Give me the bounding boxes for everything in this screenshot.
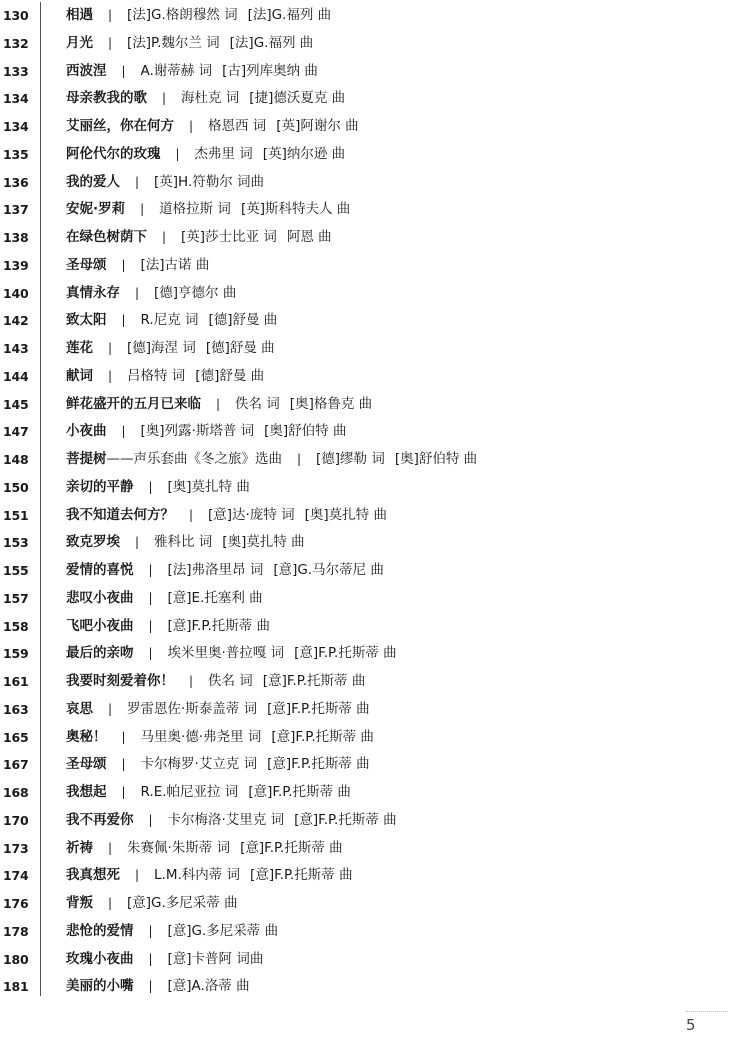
entry-title <box>66 141 345 169</box>
credits <box>208 118 359 134</box>
credits <box>127 895 238 911</box>
entry-title <box>66 696 370 724</box>
entry-page-number: 143 <box>3 341 29 356</box>
credits <box>208 507 387 523</box>
song-title: 圣母颂 <box>66 756 107 773</box>
entry-page-number: 150 <box>3 479 29 495</box>
entry-page-number: 158 <box>3 618 29 634</box>
entry-title <box>66 640 397 668</box>
separator: | <box>107 840 113 855</box>
lyricist-credit: R.E.帕尼亚拉 词 <box>140 784 239 800</box>
credits <box>168 590 263 606</box>
entry-page-number: 134 <box>3 91 29 107</box>
entry-title <box>66 557 384 585</box>
separator: | <box>121 785 126 799</box>
song-title: 我不再爱你 <box>66 811 134 828</box>
credits <box>208 673 365 689</box>
credits <box>181 90 345 106</box>
composer-credit: [意]F.P.托斯蒂 曲 <box>294 645 397 662</box>
lyricist-credit: 格恩西 词 <box>208 118 267 134</box>
song-title: 我的爱人 <box>66 173 120 190</box>
entry-page-number: 144 <box>3 368 29 384</box>
song-title: 圣母颂 <box>66 256 107 273</box>
song-title: 小夜曲 <box>66 423 107 440</box>
separator: | <box>175 146 180 161</box>
separator: | <box>215 396 221 411</box>
separator: | <box>296 452 302 466</box>
entry-title <box>66 280 236 308</box>
entry-title <box>66 585 263 613</box>
song-title: 爱情的喜悦 <box>66 562 134 578</box>
entry-page-number: 140 <box>3 285 29 301</box>
lyricist-credit: [法]P.魏尔兰 词 <box>127 34 220 51</box>
separator: | <box>148 923 153 938</box>
composer-credit: [意]F.P.托斯蒂 曲 <box>267 756 370 773</box>
song-title: 我真想死 <box>66 867 120 884</box>
separator: | <box>121 63 126 78</box>
song-title: 玫瑰小夜曲 <box>66 950 134 967</box>
song-title: 悲怆的爱情 <box>66 922 134 939</box>
credits <box>141 423 347 439</box>
composer-credit: [意]F.P.托斯蒂 曲 <box>250 867 353 884</box>
entry-page-number: 163 <box>3 701 29 717</box>
separator: | <box>188 674 194 688</box>
lyricist-credit: 雅科比 词 <box>154 534 213 551</box>
separator: | <box>148 979 153 994</box>
credits <box>159 201 350 217</box>
song-title: 我不知道去何方？ <box>66 506 174 523</box>
entry-page-number: 142 <box>3 313 29 329</box>
credits <box>154 534 305 550</box>
song-title: 安妮·罗莉 <box>66 201 126 218</box>
entry-title <box>66 946 263 974</box>
credits <box>127 340 275 356</box>
entry-page-number: 130 <box>3 8 29 23</box>
entry-title <box>66 779 351 807</box>
lyricist-credit: [意]达·庞特 词 <box>208 506 295 523</box>
composer-credit: [英]阿谢尔 曲 <box>276 118 359 134</box>
entry-title <box>66 418 346 446</box>
entry-title <box>66 335 275 363</box>
composer-credit: [英]斯科特夫人 曲 <box>240 201 351 218</box>
separator: | <box>161 91 167 106</box>
credits <box>127 368 264 384</box>
credits <box>154 174 264 190</box>
entry-title <box>66 973 250 1001</box>
separator: | <box>134 535 140 550</box>
entry-page-number: 161 <box>3 674 29 689</box>
entry-title <box>66 918 278 946</box>
entry-title <box>66 862 353 890</box>
credits <box>235 396 372 412</box>
entry-page-number: 132 <box>3 35 29 51</box>
composer-credit: [奥]舒伯特 曲 <box>264 423 347 440</box>
lyricist-credit: [法]弗洛里昂 词 <box>167 562 264 578</box>
separator: | <box>140 202 145 217</box>
separator: | <box>121 313 126 328</box>
vertical-divider <box>40 2 41 996</box>
entry-title <box>66 751 370 779</box>
lyricist-credit: [意]G.多尼采蒂 曲 <box>167 922 279 939</box>
credits <box>168 951 264 967</box>
separator: | <box>107 701 113 716</box>
entry-page-number: 139 <box>3 257 29 273</box>
entry-page-number: 135 <box>3 146 29 162</box>
entry-page-number: 151 <box>3 507 29 523</box>
separator: | <box>121 424 126 439</box>
composer-credit: [古]列库奥纳 曲 <box>222 62 318 79</box>
composer-credit: [意]F.P.托斯蒂 曲 <box>267 700 370 717</box>
credits <box>168 479 250 495</box>
lyricist-credit: 埃米里奥·普拉嘎 词 <box>167 645 285 662</box>
entry-page-number: 170 <box>3 812 29 828</box>
lyricist-credit: 杰弗里 词 <box>194 145 253 162</box>
entry-page-number: 159 <box>3 646 29 662</box>
entry-page-number: 145 <box>3 396 29 412</box>
lyricist-credit: [德]海涅 词 <box>127 340 196 356</box>
entry-page-number: 153 <box>3 535 29 551</box>
song-title: 真情永存 <box>66 284 120 301</box>
entry-title <box>66 363 264 391</box>
entry-title <box>66 890 238 918</box>
song-title: 致太阳 <box>66 312 107 329</box>
entry-title <box>66 613 270 641</box>
composer-credit: [奥]莫扎特 曲 <box>222 534 305 551</box>
separator: | <box>148 563 153 577</box>
separator: | <box>148 479 153 494</box>
lyricist-credit: [英]H.符勒尔 词曲 <box>154 173 265 190</box>
composer-credit: [德]舒曼 曲 <box>208 312 278 329</box>
entry-title <box>66 113 359 141</box>
credits <box>141 257 210 273</box>
entry-page-number: 148 <box>3 452 29 467</box>
entry-title <box>66 2 331 30</box>
entry-title <box>66 252 209 280</box>
lyricist-credit: [法]G.格朗穆然 词 <box>127 7 238 23</box>
song-title: 鲜花盛开的五月已来临 <box>66 395 201 412</box>
song-title: 奥秘！ <box>66 728 107 745</box>
credits <box>127 35 313 51</box>
song-title: 我想起 <box>66 784 107 800</box>
page-number: 5 <box>686 1016 696 1034</box>
separator: | <box>121 729 126 744</box>
entry-title <box>66 391 372 419</box>
entry-page-number: 165 <box>3 729 29 745</box>
entry-page-number: 174 <box>3 868 29 884</box>
credits <box>141 63 318 79</box>
lyricist-credit: [法]古诺 曲 <box>140 256 210 273</box>
lyricist-credit: R.尼克 词 <box>140 312 199 329</box>
entry-page-number: 134 <box>3 119 29 134</box>
credits <box>141 756 370 772</box>
entry-page-number: 136 <box>3 174 29 190</box>
entry-page-number: 168 <box>3 785 29 800</box>
lyricist-credit: 道格拉斯 词 <box>159 201 231 218</box>
credits <box>168 618 271 634</box>
lyricist-credit: 卡尔梅洛·艾里克 词 <box>167 811 285 828</box>
lyricist-credit: A.谢蒂赫 词 <box>140 62 213 79</box>
credits <box>127 840 343 856</box>
song-title: 祈祷 <box>66 839 93 856</box>
song-title: 我要时刻爱着你！ <box>66 673 174 689</box>
song-title: 飞吧小夜曲 <box>66 617 134 634</box>
composer-credit: 阿恩 曲 <box>286 229 332 245</box>
separator: | <box>107 8 113 22</box>
credits <box>154 867 353 883</box>
entry-page-number: 147 <box>3 424 29 440</box>
song-title: 西波涅 <box>66 62 107 79</box>
entry-title <box>66 307 277 335</box>
entry-title <box>66 30 313 58</box>
composer-credit: [意]F.P.托斯蒂 曲 <box>240 839 343 856</box>
composer-credit: [奥]舒伯特 曲 <box>394 451 478 467</box>
lyricist-credit: 卡尔梅罗·艾立克 词 <box>140 756 258 773</box>
separator: | <box>134 174 140 189</box>
separator: | <box>107 35 113 50</box>
entry-title <box>66 196 350 224</box>
song-title: 月光 <box>66 34 93 51</box>
entry-page-number: 155 <box>3 563 29 578</box>
composer-credit: [英]纳尔逊 曲 <box>262 145 346 162</box>
lyricist-credit: [奥]列露·斯塔普 词 <box>140 423 255 440</box>
entry-title <box>66 58 318 86</box>
entry-page-number: 137 <box>3 202 29 218</box>
composer-credit: [意]F.P.托斯蒂 曲 <box>262 673 366 689</box>
lyricist-credit: [意]卡普阿 词曲 <box>167 950 264 967</box>
lyricist-credit: 吕格特 词 <box>127 367 186 384</box>
separator: | <box>148 590 153 605</box>
credits <box>127 701 370 717</box>
lyricist-credit: 佚名 词 <box>235 395 280 412</box>
credits <box>168 562 384 578</box>
composer-credit: [德]舒曼 曲 <box>195 367 265 384</box>
entry-title <box>66 169 264 197</box>
separator: | <box>188 507 194 522</box>
song-title: 阿伦代尔的玫瑰 <box>66 145 161 162</box>
composer-credit: [意]F.P.托斯蒂 曲 <box>294 811 397 828</box>
separator: | <box>134 285 140 300</box>
credits <box>141 312 278 328</box>
credits <box>316 451 477 467</box>
entry-title <box>66 474 250 502</box>
lyricist-credit: 罗雷恩佐·斯泰盖蒂 词 <box>127 700 258 717</box>
song-title: 菩提树 <box>66 451 107 467</box>
song-title: 美丽的小嘴 <box>66 978 134 995</box>
song-title: 莲花 <box>66 340 93 356</box>
credits <box>168 812 397 828</box>
credits <box>181 229 332 245</box>
lyricist-credit: [德]亨德尔 曲 <box>154 284 237 301</box>
entry-title <box>66 807 397 835</box>
separator: | <box>148 951 153 966</box>
composer-credit: [奥]格鲁克 曲 <box>289 395 373 412</box>
lyricist-credit: 朱赛佩·朱斯蒂 词 <box>127 839 231 856</box>
separator: | <box>107 896 113 910</box>
entry-page-number: 181 <box>3 979 29 995</box>
entry-title <box>66 835 343 863</box>
lyricist-credit: [奥]莫扎特 曲 <box>167 478 250 495</box>
entry-page-number: 138 <box>3 230 29 245</box>
separator: | <box>107 341 113 355</box>
composer-credit: [意]F.P.托斯蒂 曲 <box>248 784 351 800</box>
lyricist-credit: [意]F.P.托斯蒂 曲 <box>167 617 271 634</box>
lyricist-credit: [意]G.多尼采蒂 曲 <box>127 895 238 911</box>
separator: | <box>107 368 113 383</box>
composer-credit: [法]G.福列 曲 <box>229 34 314 51</box>
song-title: 致克罗埃 <box>66 534 120 551</box>
composer-credit: [捷]德沃夏克 曲 <box>249 90 346 107</box>
credits <box>195 146 346 162</box>
credits <box>168 923 279 939</box>
song-title: 背叛 <box>66 895 93 911</box>
entry-title <box>66 85 345 113</box>
entry-title <box>66 529 305 557</box>
lyricist-credit: 马里奥·德·弗尧里 词 <box>140 728 262 745</box>
lyricist-credit: [英]莎士比亚 词 <box>181 229 277 245</box>
composer-credit: [意]F.P.托斯蒂 曲 <box>271 728 374 745</box>
entry-page-number: 157 <box>3 590 29 606</box>
song-title: 艾丽丝，你在何方 <box>66 118 174 134</box>
entry-title <box>66 224 332 252</box>
credits <box>141 729 374 745</box>
entry-page-number: 176 <box>3 896 29 911</box>
lyricist-credit: L.M.科内蒂 词 <box>154 867 241 884</box>
separator: | <box>121 757 126 772</box>
composer-credit: [意]G.马尔蒂尼 曲 <box>273 562 384 578</box>
song-title: 悲叹小夜曲 <box>66 589 134 606</box>
separator: | <box>148 618 153 633</box>
song-title: 母亲教我的歌 <box>66 90 147 107</box>
credits <box>168 978 250 994</box>
dotted-rule <box>686 1011 728 1012</box>
entry-page-number: 178 <box>3 923 29 939</box>
entry-page-number: 173 <box>3 840 29 856</box>
credits <box>127 7 331 23</box>
entry-title <box>66 724 374 752</box>
song-title: 献词 <box>66 367 93 384</box>
song-subtitle: ——声乐套曲《冬之旅》选曲 <box>106 451 282 467</box>
entry-title <box>66 446 477 474</box>
song-title: 在绿色树荫下 <box>66 229 147 245</box>
credits <box>168 645 397 661</box>
lyricist-credit: [意]A.洛蒂 曲 <box>167 978 250 995</box>
composer-credit: [奥]莫扎特 曲 <box>304 506 387 523</box>
composer-credit: [德]舒曼 曲 <box>205 340 275 356</box>
entry-page-number: 180 <box>3 951 29 967</box>
entry-page-number: 167 <box>3 757 29 773</box>
entry-page-number: 133 <box>3 63 29 79</box>
lyricist-credit: 海杜克 词 <box>181 90 240 107</box>
lyricist-credit: 佚名 词 <box>208 673 253 689</box>
song-title: 亲切的平静 <box>66 478 134 495</box>
separator: | <box>121 257 126 272</box>
song-title: 相遇 <box>66 7 93 23</box>
separator: | <box>134 868 140 883</box>
entry-title <box>66 668 365 696</box>
song-title: 最后的亲吻 <box>66 645 134 662</box>
credits <box>154 285 236 301</box>
composer-credit: [法]G.福列 曲 <box>247 7 332 23</box>
separator: | <box>148 646 153 661</box>
credits <box>141 784 351 800</box>
song-title: 哀思 <box>66 700 93 717</box>
lyricist-credit: [德]缪勒 词 <box>316 451 385 467</box>
separator: | <box>188 119 194 133</box>
separator: | <box>148 812 153 827</box>
lyricist-credit: [意]E.托塞利 曲 <box>167 589 263 606</box>
entry-title <box>66 502 387 530</box>
separator: | <box>161 230 167 244</box>
